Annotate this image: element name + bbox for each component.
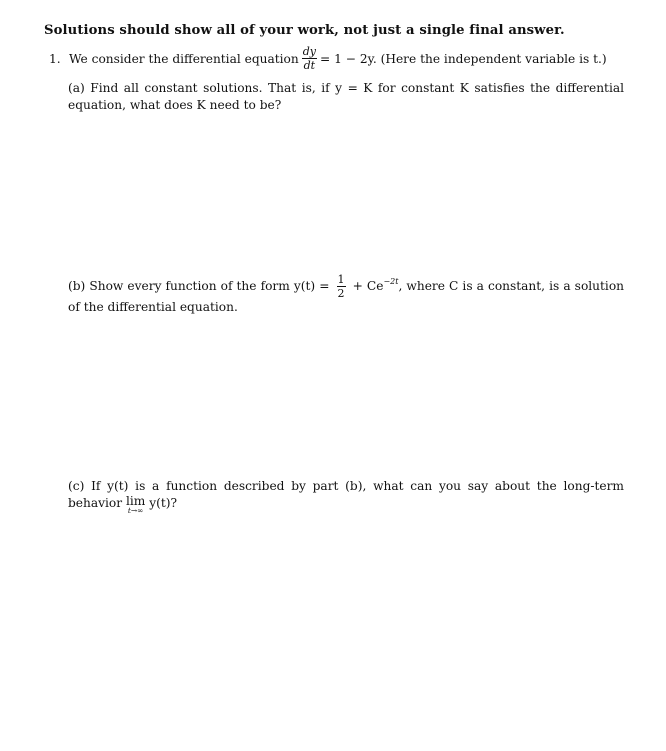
limit-subscript: t→∞ bbox=[127, 506, 144, 516]
derivative-fraction bbox=[302, 46, 317, 71]
problem-equation-rest: = 1 − 2y. (Here the independent variable is t.) bbox=[320, 51, 607, 66]
part-c-pre: (c) If y(t) is a function described by part (b), what can you say about the long-term behavior bbox=[68, 479, 624, 510]
part-b-mid: + Ce bbox=[352, 279, 384, 293]
problem-1 bbox=[49, 46, 629, 71]
part-c bbox=[68, 478, 624, 515]
part-b bbox=[68, 273, 624, 316]
problem-1-statement bbox=[49, 46, 629, 71]
limit-operator bbox=[126, 495, 145, 515]
fraction-numerator: 1 bbox=[337, 273, 345, 286]
instructions-heading: Solutions should show all of your work, not just a single final answer. bbox=[44, 23, 565, 38]
part-c-post: y(t)? bbox=[149, 496, 178, 510]
part-a-text: (a) Find all constant solutions. That is, if y = K for constant K satisfies the differential equation, what does K need to be? bbox=[68, 81, 624, 112]
problem-intro: We consider the differential equation bbox=[69, 51, 299, 66]
half-fraction bbox=[337, 274, 346, 299]
fraction-denominator: dt bbox=[303, 59, 316, 72]
part-b-pre: (b) Show every function of the form y(t) = bbox=[68, 279, 330, 293]
limit-label: lim bbox=[125, 494, 146, 508]
part-a bbox=[68, 80, 624, 114]
problem-number: 1. bbox=[49, 51, 61, 66]
fraction-denominator: 2 bbox=[337, 287, 345, 300]
exponent: −2t bbox=[383, 277, 399, 286]
fraction-numerator: dy bbox=[302, 45, 317, 58]
part-b-post: , where C is a constant, is a solution of the differential equation. bbox=[68, 279, 625, 314]
